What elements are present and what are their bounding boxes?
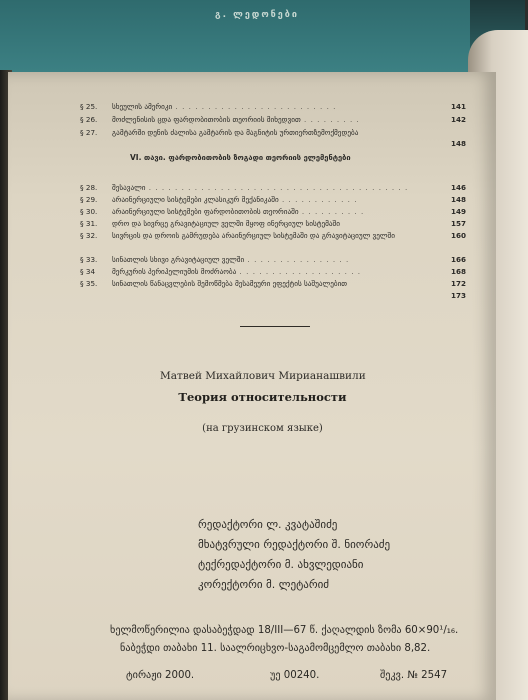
- toc-entry: § 26. მოძლენისის ცდა ფარდობითობის თეორიის მიხედვით . . . . . . . . . 142: [80, 115, 466, 124]
- toc-entry-number: § 27.: [80, 128, 98, 137]
- toc-entry-page: 166: [450, 255, 466, 264]
- book-cover: [0, 0, 470, 81]
- order-number: შეკვ. № 2547: [380, 670, 448, 681]
- toc-entry-text: არაინერციული სისტემები კლასიკურ მექანიკაში: [112, 195, 279, 204]
- toc-entry-text: არაინერციული სისტემები ფარდობითობის თეორიაში: [112, 207, 299, 216]
- publishing-line-1: ხელმოწერილია დასაბეჭდად 18/III—67 წ. ქაღალდის ზომა 60×90¹/₁₆.: [110, 625, 459, 636]
- toc-entry-text: მერკურის პერიჰელიუმის მოძრაობა: [112, 267, 237, 276]
- toc-entry-text: გამტარში დენის ძალისა გამტარის და მაგნიტის ურთიერთზემოქმედება: [112, 128, 359, 137]
- publishing-line-3: [120, 670, 470, 686]
- print-run: ტირაჟი 2000.: [126, 670, 195, 681]
- credit-art-editor: მხატვრული რედაქტორი შ. ნიორაძე: [198, 538, 391, 551]
- book-title: Теория относительности: [178, 390, 347, 404]
- toc-entry-text: სინათლის წანაცვლების შემოწმება მესამეური ეფექტის საშუალებით: [112, 279, 348, 288]
- cover-title: გ. ლედონები: [215, 10, 299, 20]
- toc-entry-number: § 26.: [80, 115, 98, 124]
- toc-entry-text: შესავალი: [112, 183, 146, 192]
- toc-entry-page: 148: [450, 195, 466, 204]
- toc-entry-page: 148: [450, 139, 466, 148]
- divider-rule: [240, 326, 310, 327]
- toc-entry: [80, 279, 470, 291]
- toc-entry-number: § 34: [80, 267, 96, 276]
- toc-entry-text: სინათლის სხივი გრავიტაციულ ველში: [112, 255, 245, 264]
- toc-entry-page: 146: [450, 183, 466, 192]
- toc-entry: [80, 219, 470, 231]
- toc-entry-page: 157: [450, 219, 466, 228]
- toc-entry-page: 173: [450, 291, 466, 300]
- toc-entry: § 30. არაინერციული სისტემები ფარდობითობის თეორიაში . . . . . . . . . . 149: [80, 207, 466, 216]
- section-heading: VI. თავი. ფარდობითობის ზოგადი თეორიის ელემენტები: [130, 153, 351, 162]
- toc-entry: § 34 მერკურის პერიჰელიუმის მოძრაობა . . . . . . . . . . . . . . . . . . . 168: [80, 267, 466, 276]
- credit-proofreader: კორექტორი მ. ლეტარიძ: [198, 578, 330, 591]
- toc-entry-page: 149: [450, 207, 466, 216]
- toc-entry-number: § 35.: [80, 279, 98, 288]
- toc-entry-page: 172: [450, 279, 466, 288]
- toc-entry-text: მოძლენისის ცდა ფარდობითობის თეორიის მიხედვით: [112, 115, 301, 124]
- toc-entry-number: § 25.: [80, 102, 98, 111]
- toc-entry: [80, 128, 470, 148]
- toc-entry: [80, 231, 470, 243]
- toc-entry-text: სხეულის ამერიკი: [112, 102, 173, 111]
- author-name: Матвей Михайлович Мирианашвили: [160, 370, 366, 382]
- toc-entry-page: 142: [450, 115, 466, 124]
- toc-entry-text: სივრცის და დროის გამრუდება არაინერციულ სისტემაში და გრავიტაციულ ველში: [112, 231, 395, 240]
- toc-entry-number: § 33.: [80, 255, 98, 264]
- toc-entry-page: 168: [450, 267, 466, 276]
- toc-entry-page: 141: [450, 102, 466, 111]
- credit-tech-editor: ტექრედაქტორი მ. ახვლედიანი: [198, 558, 364, 571]
- toc-entry-page: 160: [450, 231, 466, 240]
- publishing-line-2: ნაბეჭდი თაბახი 11. საალრიცხვო-საგამომცემლო თაბახი 8,82.: [120, 643, 431, 654]
- toc-entry: [80, 291, 470, 303]
- credit-editor: რედაქტორი ლ. კვატაშიძე: [198, 518, 338, 531]
- toc-entry: § 33. სინათლის სხივი გრავიტაციულ ველში . . . . . . . . . . . . . . . . 166: [80, 255, 466, 264]
- toc-entry: § 28. შესავალი . . . . . . . . . . . . . . . . . . . . . . . . . . . . . . . . . . . . . . . . 146: [80, 183, 466, 192]
- toc-entry-number: § 29.: [80, 195, 98, 204]
- toc-entry: § 29. არაინერციული სისტემები კლასიკურ მექანიკაში . . . . . . . . . . . . 148: [80, 195, 466, 204]
- book-subtitle: (на грузинском языке): [202, 423, 323, 434]
- toc-entry-number: § 31.: [80, 219, 98, 228]
- book-page: [8, 72, 496, 700]
- toc-entry: § 25. სხეულის ამერიკი . . . . . . . . . . . . . . . . . . . . . . . . . 141: [80, 102, 466, 111]
- toc-entry-number: § 28.: [80, 183, 98, 192]
- toc-entry-number: § 30.: [80, 207, 98, 216]
- toc-entry-text: დრო და სივრცე გრავიტაციულ ველში მყოფ ინერციულ სისტემაში: [112, 219, 340, 228]
- toc-entry-number: § 32.: [80, 231, 98, 240]
- publisher-code: უე 00240.: [270, 670, 320, 681]
